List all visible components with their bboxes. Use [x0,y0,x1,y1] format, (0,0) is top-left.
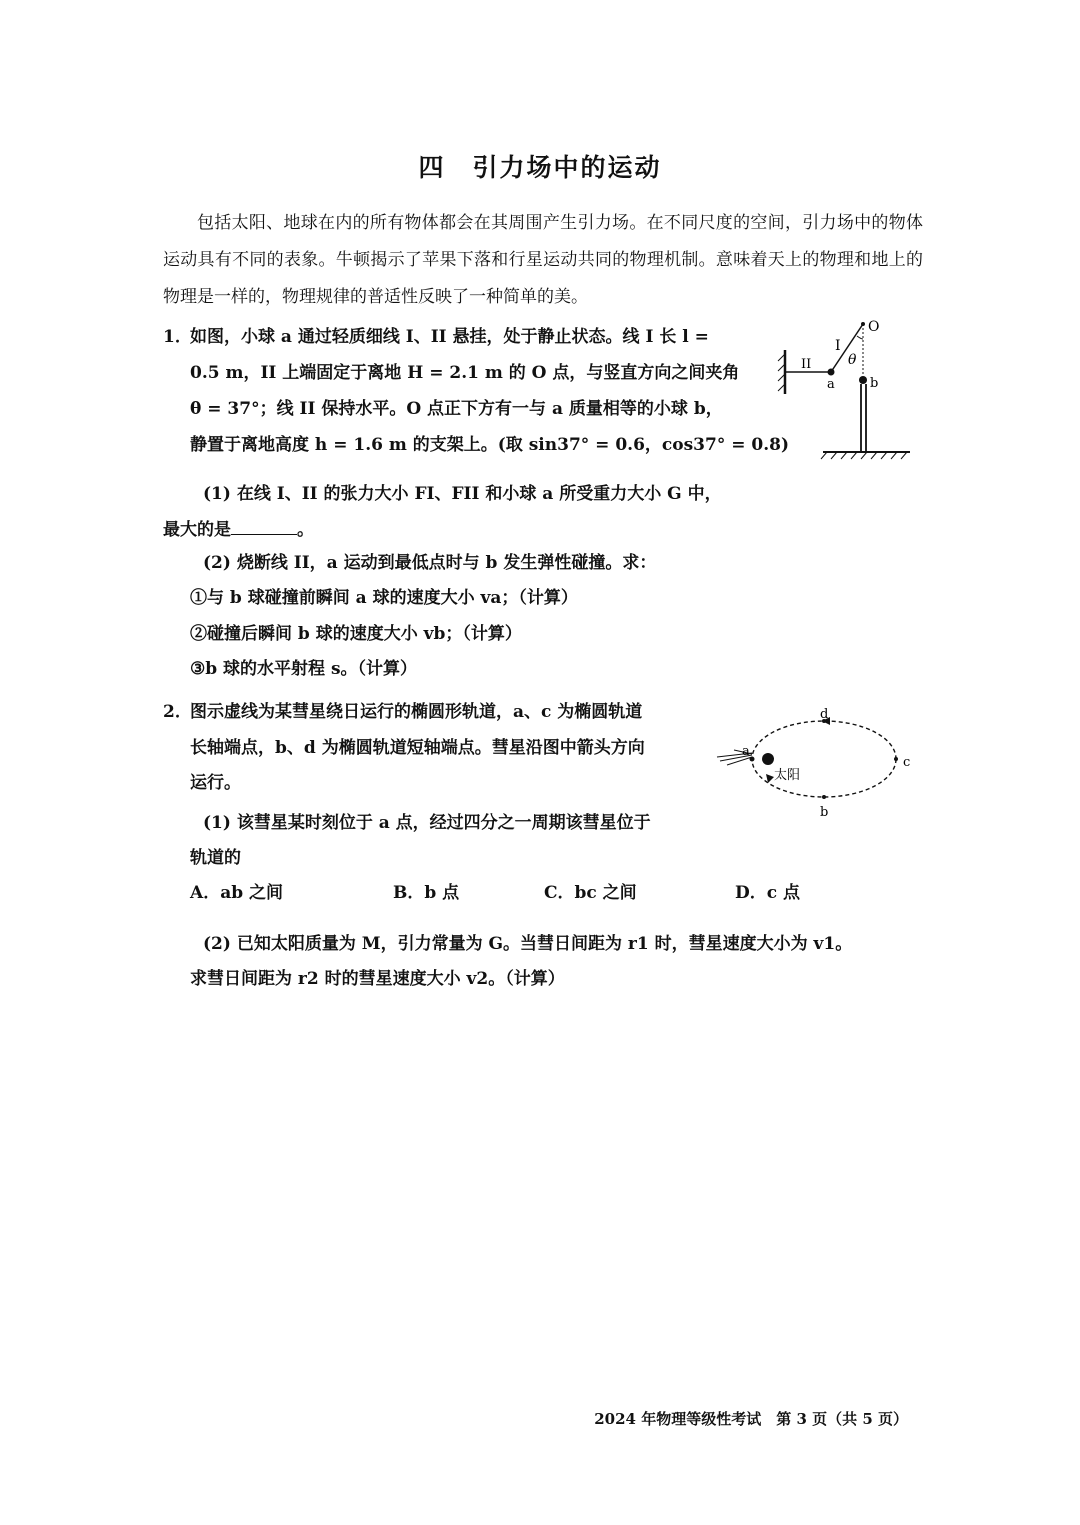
q1-line-2: 0.5 m，II 上端固定于离地 H = 2.1 m 的 O 点，与竖直方向之间夹角 [190,363,740,383]
option-a[interactable]: A．ab 之间 [190,883,284,903]
intro-paragraph: 包括太阳、地球在内的所有物体都会在其周围产生引力场。在不同尺度的空间，引力场中的物体运动具有不同的表象。牛顿揭示了苹果下落和行星运动共同的物理机制。意味着天上的物理和地上的物理是一样的，物理规律的普适性反映了一种简单的美。 [163,213,923,307]
q1-figure [775,312,920,462]
q2-part2-line-2: 求彗日间距为 r2 时的彗星速度大小 v2。（计算） [190,969,565,989]
fig1-label-b: b [870,376,879,391]
q2-part2-line-1: (2) 已知太阳质量为 M，引力常量为 G。当彗日间距为 r1 时，彗星速度大小为 v1。 [203,934,853,954]
q1-line-1: 如图，小球 a 通过轻质细线 I、II 悬挂，处于静止状态。线 I 长 l = [190,327,709,347]
q1-part1-suffix: 。 [297,520,314,540]
q1-part2-intro: (2) 烧断线 II，a 运动到最低点时与 b 发生弹性碰撞。求： [203,553,657,573]
q1-line-4: 静置于离地高度 h = 1.6 m 的支架上。(取 sin37° = 0.6，cos37° = 0.8) [190,435,790,455]
fig1-label-a: a [827,377,835,392]
q1-part1-prefix: 最大的是 [163,520,231,540]
q2-figure [712,703,922,825]
q1-part2-item-2: ②碰撞后瞬间 b 球的速度大小 vb；（计算） [190,624,522,644]
fig1-label-O: O [868,319,880,335]
page-footer: 2024 年物理等级性考试 第 3 页（共 5 页） [594,1410,908,1428]
option-c[interactable]: C．bc 之间 [544,883,637,903]
q2-part1-line-2: 轨道的 [190,848,241,868]
fig1-label-II: II [801,357,812,372]
q2-line-1: 图示虚线为某彗星绕日运行的椭圆形轨道，a、c 为椭圆轨道 [190,702,643,722]
fig2-label-sun: 太阳 [774,768,801,783]
q1-number: 1． [163,327,192,347]
fig2-label-d: d [820,707,829,722]
q1-part1-line-2 [163,515,314,540]
fig2-label-b: b [820,805,829,820]
option-d[interactable]: D．c 点 [735,883,801,903]
option-b[interactable]: B．b 点 [393,883,460,903]
q1-part1-line-1: (1) 在线 I、II 的张力大小 FI、FII 和小球 a 所受重力大小 G 中， [203,484,722,504]
fig1-label-I: I [835,338,841,354]
q1-line-3: θ = 37°；线 II 保持水平。O 点正下方有一与 a 质量相等的小球 b， [190,399,723,419]
q1-part2-item-1: ①与 b 球碰撞前瞬间 a 球的速度大小 va；（计算） [190,588,578,608]
fig1-label-theta: θ [848,352,857,368]
q2-part1-line-1: (1) 该彗星某时刻位于 a 点，经过四分之一周期该彗星位于 [203,813,651,833]
q1-part2-item-3: ③b 球的水平射程 s。（计算） [190,659,418,679]
answer-blank[interactable] [231,520,297,535]
fig2-label-a: a [742,744,750,759]
q2-number: 2． [163,702,192,722]
page-title: 四 引力场中的运动 [418,153,662,182]
q2-line-3: 运行。 [190,773,241,793]
fig2-label-c: c [903,755,911,770]
q2-line-2: 长轴端点，b、d 为椭圆轨道短轴端点。彗星沿图中箭头方向 [190,738,645,758]
